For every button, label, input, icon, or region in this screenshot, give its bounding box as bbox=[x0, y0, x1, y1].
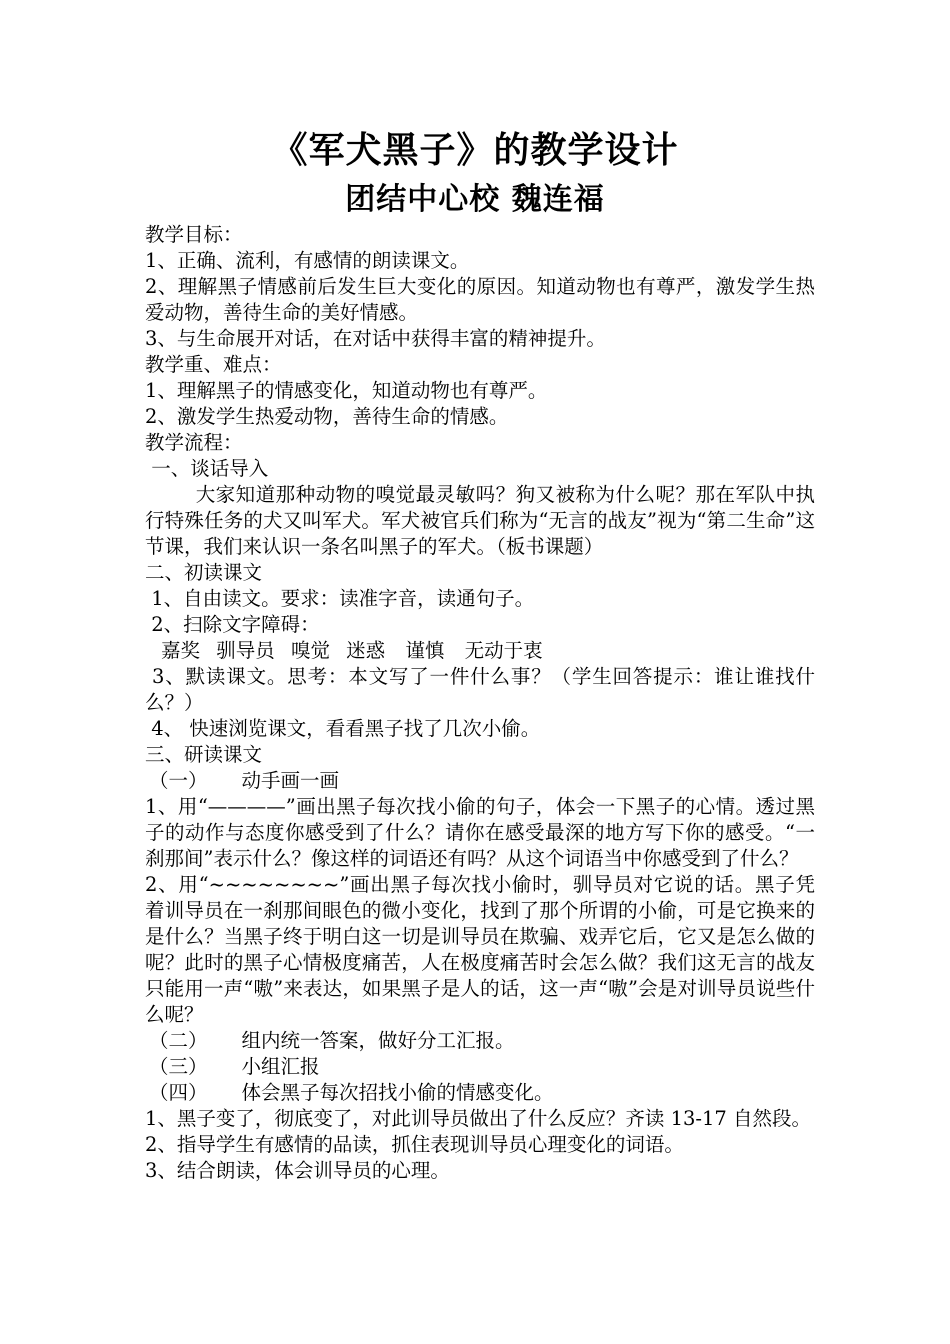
section3-paragraph-1: 1、用“————”画出黑子每次找小偷的句子，体会一下黑子的心情。透过黑子的动作与态度你感受到了什么？请你在感受最深的地方写下你的感受。“一刹那间”表示什么？像这样的词语还有吗？从这个词语当中你感受到了什么？ bbox=[145, 795, 815, 870]
section3-part-2 bbox=[145, 1028, 815, 1054]
part-title: 体会黑子每次招找小偷的情感变化。 bbox=[241, 1081, 554, 1104]
part-number: （二） bbox=[149, 1029, 208, 1052]
document-title: 《军犬黑子》的教学设计 bbox=[271, 130, 679, 171]
process-heading: 教学流程： bbox=[145, 431, 243, 454]
section3-question-3: 3、结合朗读，体会训导员的心理。 bbox=[145, 1159, 450, 1182]
section1-heading: 一、谈话导入 bbox=[145, 457, 269, 480]
section3-heading: 三、研读课文 bbox=[145, 743, 263, 766]
objective-item-2: 2、理解黑子情感前后发生巨大变化的原因。知道动物也有尊严，激发学生热爱动物，善待生命的美好情感。 bbox=[145, 275, 815, 324]
section2-item-4: 4、 快速浏览课文，看看黑子找了几次小偷。 bbox=[145, 717, 541, 740]
section3-part-1 bbox=[145, 768, 815, 794]
part-title: 小组汇报 bbox=[241, 1055, 320, 1078]
part-number: （三） bbox=[149, 1055, 208, 1078]
section3-question-2: 2、指导学生有感情的品读，抓住表现训导员心理变化的词语。 bbox=[145, 1133, 684, 1156]
document-body bbox=[145, 222, 815, 1184]
vocab-word: 嗅觉 bbox=[290, 639, 330, 662]
author-line: 团结中心校 魏连福 bbox=[345, 182, 605, 217]
vocab-word: 迷惑 bbox=[346, 639, 386, 662]
objectives-heading: 教学目标： bbox=[145, 223, 243, 246]
part-number: （一） bbox=[149, 769, 208, 792]
key-point-item-1: 1、理解黑子的情感变化，知道动物也有尊严。 bbox=[145, 379, 548, 402]
section3-paragraph-2: 2、用“~~~~~~~~”画出黑子每次找小偷时，驯导员对它说的话。黑子凭着训导员在一刹那间眼色的微小变化，找到了那个所谓的小偷，可是它换来的是什么？当黑子终于明白这一切是训导员在欺骗、戏弄它后，它又是怎么做的呢？此时的黑子心情极度痛苦，人在极度痛苦时会怎么做？我们这无言的战友只能用一声“嗷”来表达，如果黑子是人的话，这一声“嗷”会是对训导员说些什么呢？ bbox=[145, 873, 815, 1026]
key-points-heading: 教学重、难点： bbox=[145, 353, 282, 376]
key-point-item-2: 2、激发学生热爱动物，善待生命的情感。 bbox=[145, 405, 509, 428]
section2-heading: 二、初读课文 bbox=[145, 561, 263, 584]
section3-question-1: 1、黑子变了，彻底变了，对此训导员做出了什么反应？齐读 13-17 自然段。 bbox=[145, 1107, 812, 1130]
part-title: 组内统一答案，做好分工汇报。 bbox=[241, 1029, 515, 1052]
objective-item-3: 3、与生命展开对话，在对话中获得丰富的精神提升。 bbox=[145, 327, 606, 350]
vocab-word: 谨慎 bbox=[405, 639, 445, 662]
objective-item-1: 1、正确、流利，有感情的朗读课文。 bbox=[145, 249, 470, 272]
section3-part-3 bbox=[145, 1054, 815, 1080]
section3-part-4 bbox=[145, 1080, 815, 1106]
section1-text: 大家知道那种动物的嗅觉最灵敏吗？狗又被称为什么呢？那在军队中执行特殊任务的犬又叫军犬。军犬被官兵们称为“无言的战友”视为“第二生命”这节课，我们来认识一条名叫黑子的军犬。（板书课题） bbox=[145, 483, 815, 558]
section2-item-3: 3、默读课文。思考：本文写了一件什么事？（学生回答提示：谁让谁找什么？） bbox=[145, 665, 815, 714]
part-title: 动手画一画 bbox=[241, 769, 340, 792]
part-number: （四） bbox=[149, 1081, 208, 1104]
vocab-word: 无动于衷 bbox=[464, 639, 543, 662]
section2-item-2: 2、扫除文字障碍： bbox=[145, 613, 320, 636]
vocab-word: 驯导员 bbox=[216, 639, 275, 662]
section2-item-1: 1、自由读文。要求：读准字音，读通句子。 bbox=[145, 587, 535, 610]
vocab-word: 嘉奖 bbox=[161, 639, 201, 662]
vocab-list bbox=[145, 638, 815, 664]
